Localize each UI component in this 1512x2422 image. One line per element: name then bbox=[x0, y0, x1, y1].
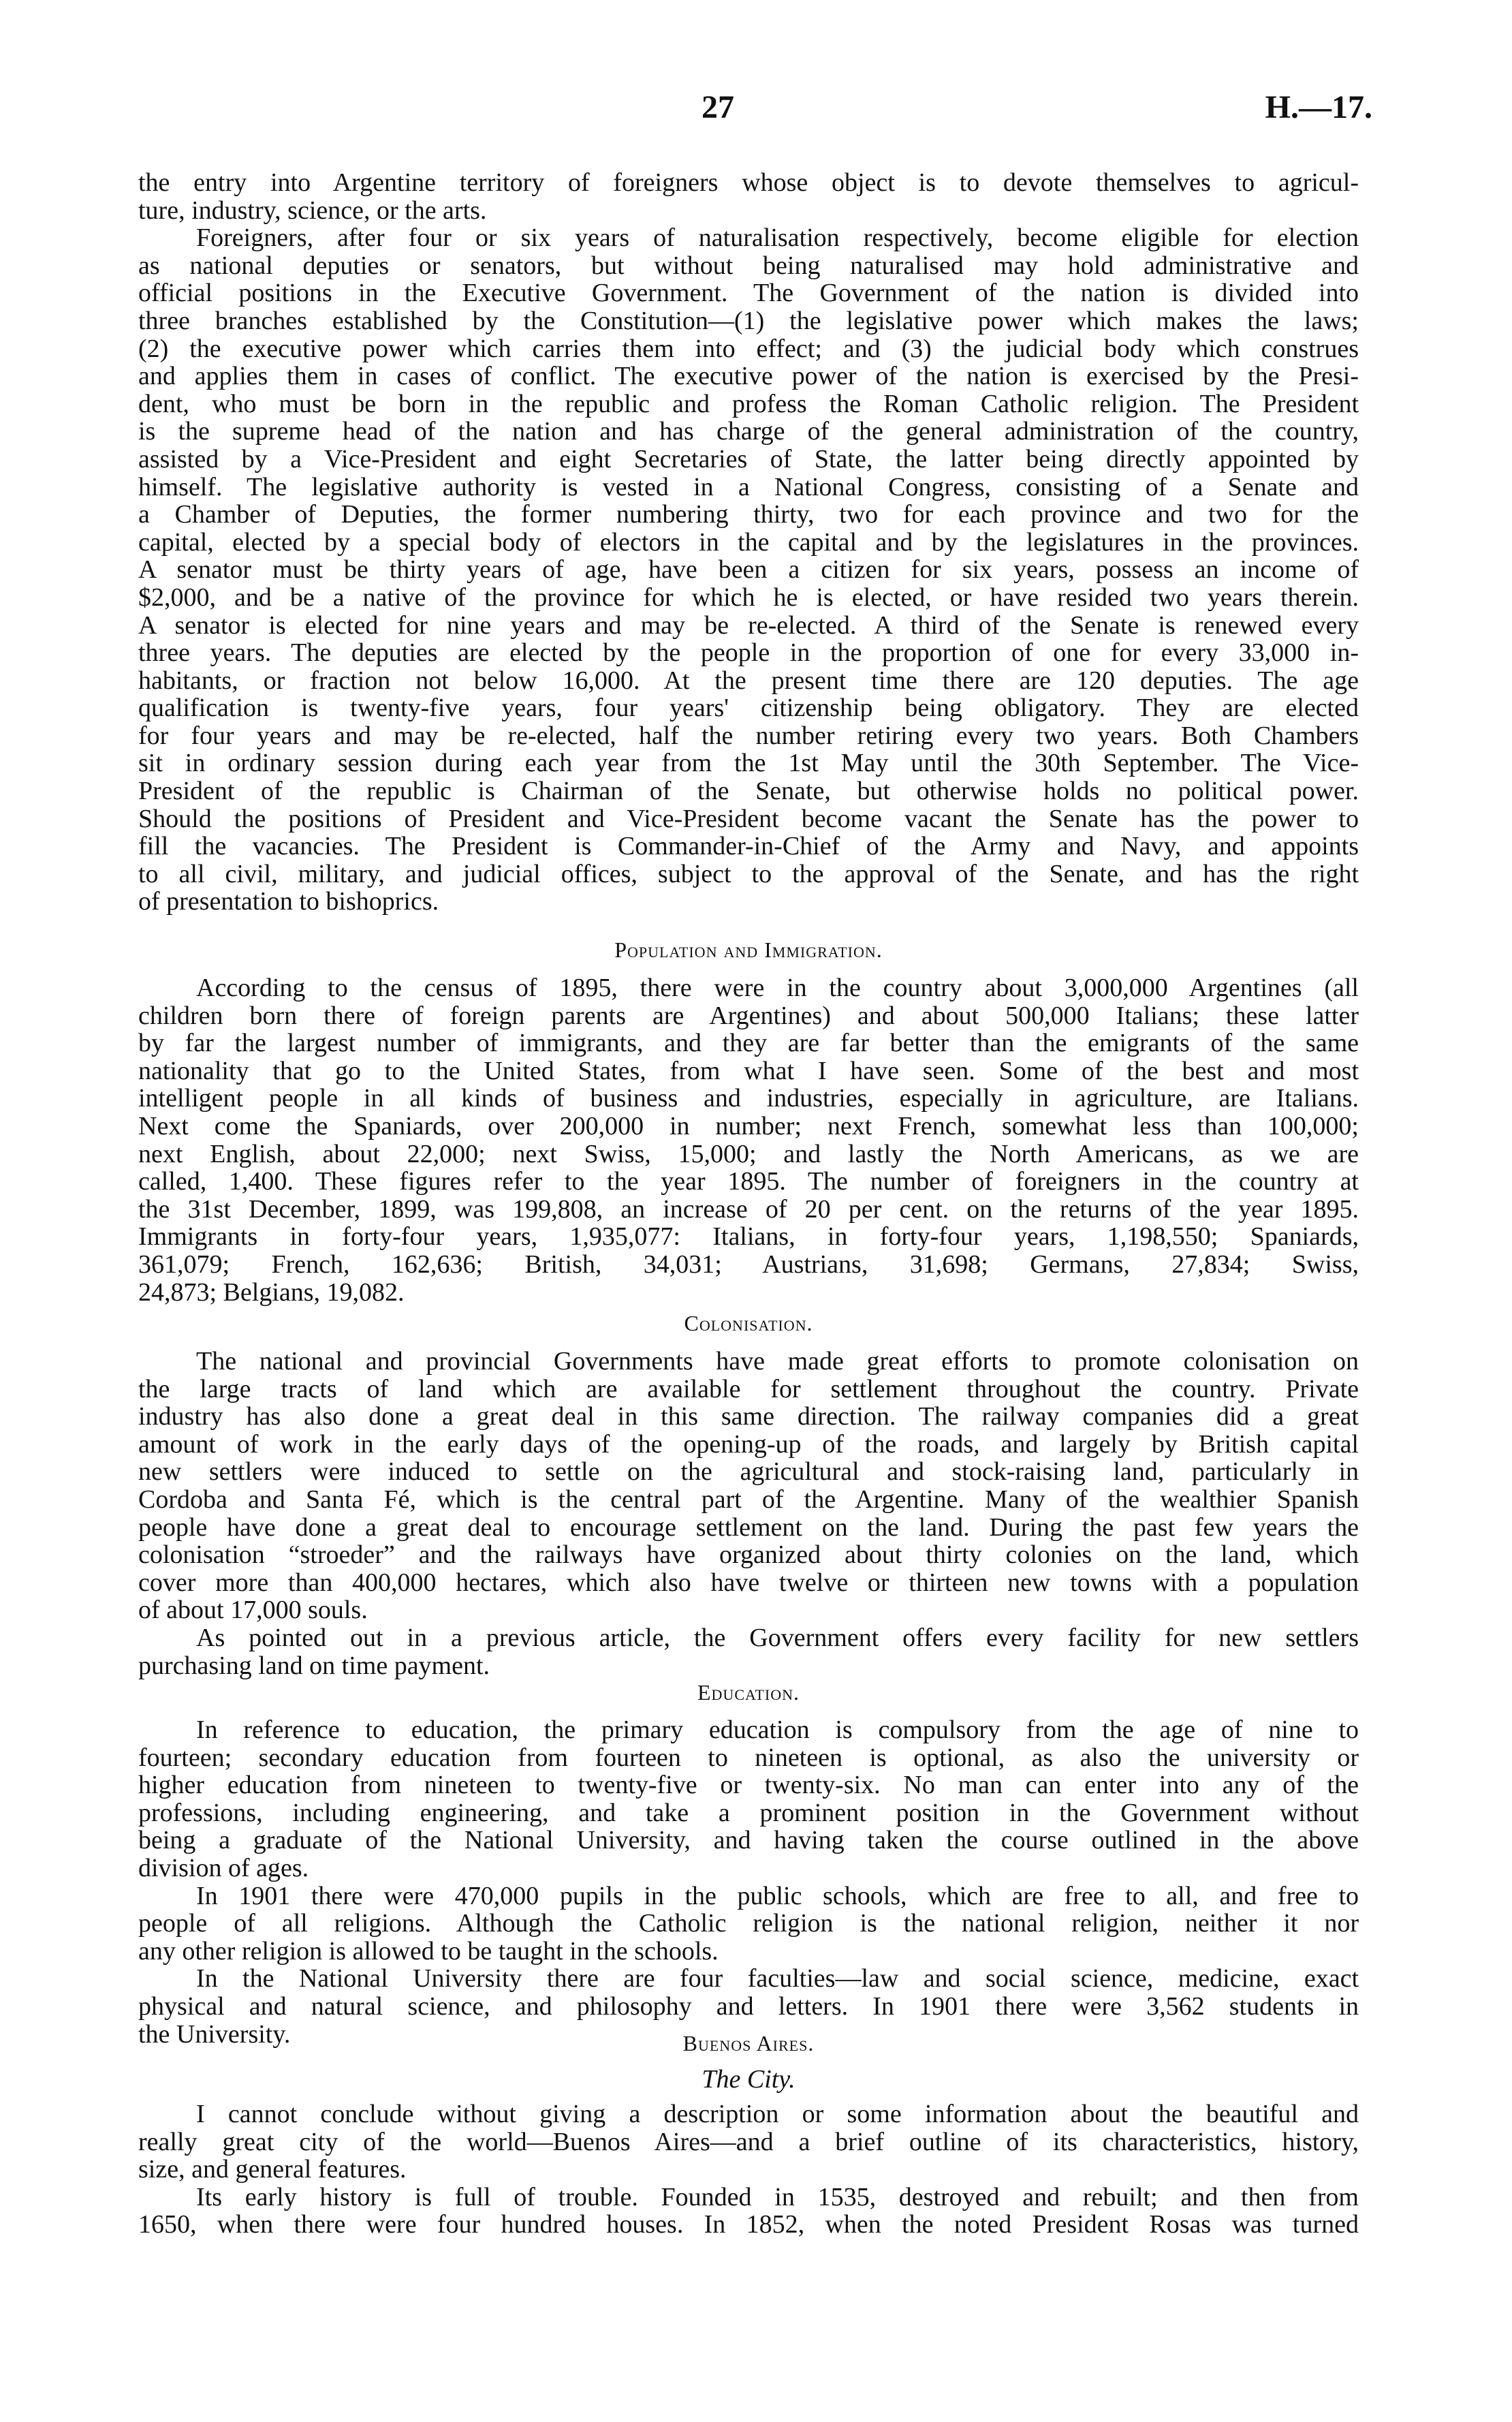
text-line: called, 1,400. These figures refer to the year 1895. The number of foreigners in the country at bbox=[138, 1167, 1359, 1196]
paragraph bbox=[138, 1716, 1359, 1882]
text-line: the large tracts of land which are available for settlement throughout the country. Private bbox=[138, 1374, 1359, 1403]
text-line: In 1901 there were 470,000 pupils in the public schools, which are free to all, and free to bbox=[196, 1881, 1359, 1910]
text-line: In reference to education, the primary education is compulsory from the age of nine to bbox=[196, 1715, 1359, 1744]
paragraph bbox=[138, 1882, 1359, 1966]
text-line: sit in ordinary session during each year from the 1st May until the 30th September. The Vice- bbox=[138, 749, 1359, 778]
text-line: assisted by a Vice-President and eight Secretaries of State, the latter being directly appointed by bbox=[138, 444, 1359, 473]
text-line: 361,079; French, 162,636; British, 34,031; Austrians, 31,698; Germans, 27,834; Swiss, bbox=[138, 1249, 1359, 1279]
text-line: industry has also done a great deal in this same direction. The railway companies did a great bbox=[138, 1402, 1359, 1431]
text-line: is the supreme head of the nation and has charge of the general administration of the country, bbox=[138, 417, 1359, 446]
paragraph bbox=[138, 1348, 1359, 1624]
text-line: According to the census of 1895, there were in the country about 3,000,000 Argentines (all bbox=[196, 974, 1359, 1002]
text-line: for four years and may be re-elected, half the number retiring every two years. Both Chambers bbox=[138, 721, 1359, 750]
text-line: people have done a great deal to encourage settlement on the land. During the past few years the bbox=[138, 1512, 1359, 1542]
section-education bbox=[138, 1716, 1359, 2048]
text-line: capital, elected by a special body of electors in the capital and by the legislatures in the provinces. bbox=[138, 527, 1359, 557]
text-line: qualification is twenty-five years, four years' citizenship being obligatory. They are elected bbox=[138, 694, 1359, 723]
text-line: dent, who must be born in the republic and profess the Roman Catholic religion. The President bbox=[138, 389, 1359, 418]
text-line: cover more than 400,000 hectares, which also have twelve or thirteen new towns with a population bbox=[138, 1568, 1359, 1597]
text-line: Immigrants in forty-four years, 1,935,077: Italians, in forty-four years, 1,198,550; Spaniards, bbox=[138, 1222, 1359, 1252]
text-line: Cordoba and Santa Fé, which is the central part of the Argentine. Many of the wealthier Spanish bbox=[138, 1485, 1359, 1514]
text-line: and applies them in cases of conflict. The executive power of the nation is exercised by the Presi- bbox=[138, 362, 1359, 391]
text-line: In the National University there are four faculties—law and social science, medicine, exact bbox=[196, 1964, 1359, 1993]
text-line: fourteen; secondary education from fourteen to nineteen is optional, as also the university or bbox=[138, 1743, 1359, 1772]
text-line: President of the republic is Chairman of the Senate, but otherwise holds no political power. bbox=[138, 777, 1359, 806]
document-reference: H.—17. bbox=[1265, 89, 1372, 125]
text-line: colonisation “stroeder” and the railways have organized about thirty colonies on the land, which bbox=[138, 1540, 1359, 1570]
text-line: three years. The deputies are elected by the people in the proportion of one for every 33,000 in- bbox=[138, 638, 1359, 668]
text-line: really great city of the world—Buenos Aires—and a brief outline of its characteristics, history, bbox=[138, 2127, 1359, 2156]
paragraph bbox=[138, 2100, 1359, 2184]
text-line: size, and general features. bbox=[138, 2155, 407, 2184]
text-line: higher education from nineteen to twenty-five or twenty-six. No man can enter into any of the bbox=[138, 1771, 1359, 1800]
section-colonisation bbox=[138, 1348, 1359, 1679]
heading-colonisation: Colonisation. bbox=[684, 1311, 813, 1335]
text-line: I cannot conclude without giving a description or some information about the beautiful and bbox=[196, 2100, 1359, 2128]
paragraph bbox=[138, 974, 1359, 1306]
text-line: a Chamber of Deputies, the former numbering thirty, two for each province and two for the bbox=[138, 500, 1359, 529]
text-line: nationality that go to the United States, from what I have seen. Some of the best and most bbox=[138, 1056, 1359, 1085]
heading-buenos-aires: Buenos Aires. bbox=[682, 2031, 815, 2055]
text-line: fill the vacancies. The President is Commander-in-Chief of the Army and Navy, and appoints bbox=[138, 832, 1359, 861]
paragraph bbox=[138, 169, 1359, 224]
text-line: physical and natural science, and philosophy and letters. In 1901 there were 3,562 students in bbox=[138, 1991, 1359, 2021]
text-line: any other religion is allowed to be taught in the schools. bbox=[138, 1936, 719, 1966]
section-government bbox=[138, 169, 1359, 916]
text-line: of presentation to bishoprics. bbox=[138, 887, 439, 916]
text-line: the 31st December, 1899, was 199,808, an increase of 20 per cent. on the returns of the year 1895. bbox=[138, 1194, 1359, 1224]
paragraph bbox=[138, 1624, 1359, 1679]
paragraph bbox=[138, 224, 1359, 916]
text-line: people of all religions. Although the Catholic religion is the national religion, neither it nor bbox=[138, 1909, 1359, 1938]
subheading-the-city: The City. bbox=[702, 2065, 796, 2094]
section-buenos-aires bbox=[138, 2100, 1359, 2239]
text-line: A senator is elected for nine years and may be re-elected. A third of the Senate is renewed every bbox=[138, 610, 1359, 640]
section-population bbox=[138, 974, 1359, 1306]
text-line: being a graduate of the National University, and having taken the course outlined in the above bbox=[138, 1826, 1359, 1855]
text-line: ture, industry, science, or the arts. bbox=[138, 196, 487, 225]
text-line: Its early history is full of trouble. Founded in 1535, destroyed and rebuilt; and then from bbox=[196, 2182, 1359, 2211]
text-line: three branches established by the Constitution—(1) the legislative power which makes the laws; bbox=[138, 306, 1359, 335]
text-line: professions, including engineering, and take a prominent position in the Government without bbox=[138, 1798, 1359, 1827]
text-line: amount of work in the early days of the opening-up of the roads, and largely by British capital bbox=[138, 1429, 1359, 1459]
text-line: The national and provincial Governments have made great efforts to promote colonisation on bbox=[196, 1347, 1359, 1376]
page-number: 27 bbox=[702, 89, 734, 125]
text-line: $2,000, and be a native of the province for which he is elected, or have resided two years therein. bbox=[138, 583, 1359, 612]
text-line: next English, about 22,000; next Swiss, 15,000; and lastly the North Americans, as we are bbox=[138, 1139, 1359, 1168]
text-line: purchasing land on time payment. bbox=[138, 1651, 490, 1680]
text-line: Foreigners, after four or six years of naturalisation respectively, become eligible for election bbox=[196, 223, 1359, 253]
text-line: 24,873; Belgians, 19,082. bbox=[138, 1277, 405, 1307]
heading-population: Population and Immigration. bbox=[614, 937, 883, 962]
heading-education: Education. bbox=[697, 1680, 800, 1705]
text-line: intelligent people in all kinds of business and industries, especially in agriculture, are Italians. bbox=[138, 1084, 1359, 1113]
text-line: 1650, when there were four hundred houses. In 1852, when the noted President Rosas was turned bbox=[138, 2210, 1359, 2239]
text-line: A senator must be thirty years of age, have been a citizen for six years, possess an income of bbox=[138, 555, 1359, 585]
text-line: himself. The legislative authority is vested in a National Congress, consisting of a Senate and bbox=[138, 472, 1359, 501]
text-line: the University. bbox=[138, 2019, 291, 2049]
text-line: habitants, or fraction not below 16,000. At the present time there are 120 deputies. The age bbox=[138, 666, 1359, 695]
text-line: official positions in the Executive Government. The Government of the nation is divided into bbox=[138, 279, 1359, 308]
text-line: Should the positions of President and Vice-President become vacant the Senate has the power to bbox=[138, 804, 1359, 833]
text-line: as national deputies or senators, but without being naturalised may hold administrative and bbox=[138, 251, 1359, 280]
text-line: Next come the Spaniards, over 200,000 in number; next French, somewhat less than 100,000; bbox=[138, 1111, 1359, 1140]
text-line: (2) the executive power which carries them into effect; and (3) the judicial body which construes bbox=[138, 334, 1359, 363]
text-line: children born there of foreign parents are Argentines) and about 500,000 Italians; these latter bbox=[138, 1001, 1359, 1030]
text-line: by far the largest number of immigrants, and they are far better than the emigrants of the same bbox=[138, 1029, 1359, 1058]
text-line: new settlers were induced to settle on the agricultural and stock-raising land, particularly in bbox=[138, 1457, 1359, 1487]
text-line: of about 17,000 souls. bbox=[138, 1596, 368, 1625]
text-line: division of ages. bbox=[138, 1853, 309, 1882]
paragraph bbox=[138, 2184, 1359, 2239]
text-line: As pointed out in a previous article, the Government offers every facility for new settlers bbox=[196, 1623, 1359, 1652]
text-line: the entry into Argentine territory of foreigners whose object is to devote themselves to agricul- bbox=[138, 168, 1359, 197]
text-line: to all civil, military, and judicial offices, subject to the approval of the Senate, and has the right bbox=[138, 859, 1359, 888]
